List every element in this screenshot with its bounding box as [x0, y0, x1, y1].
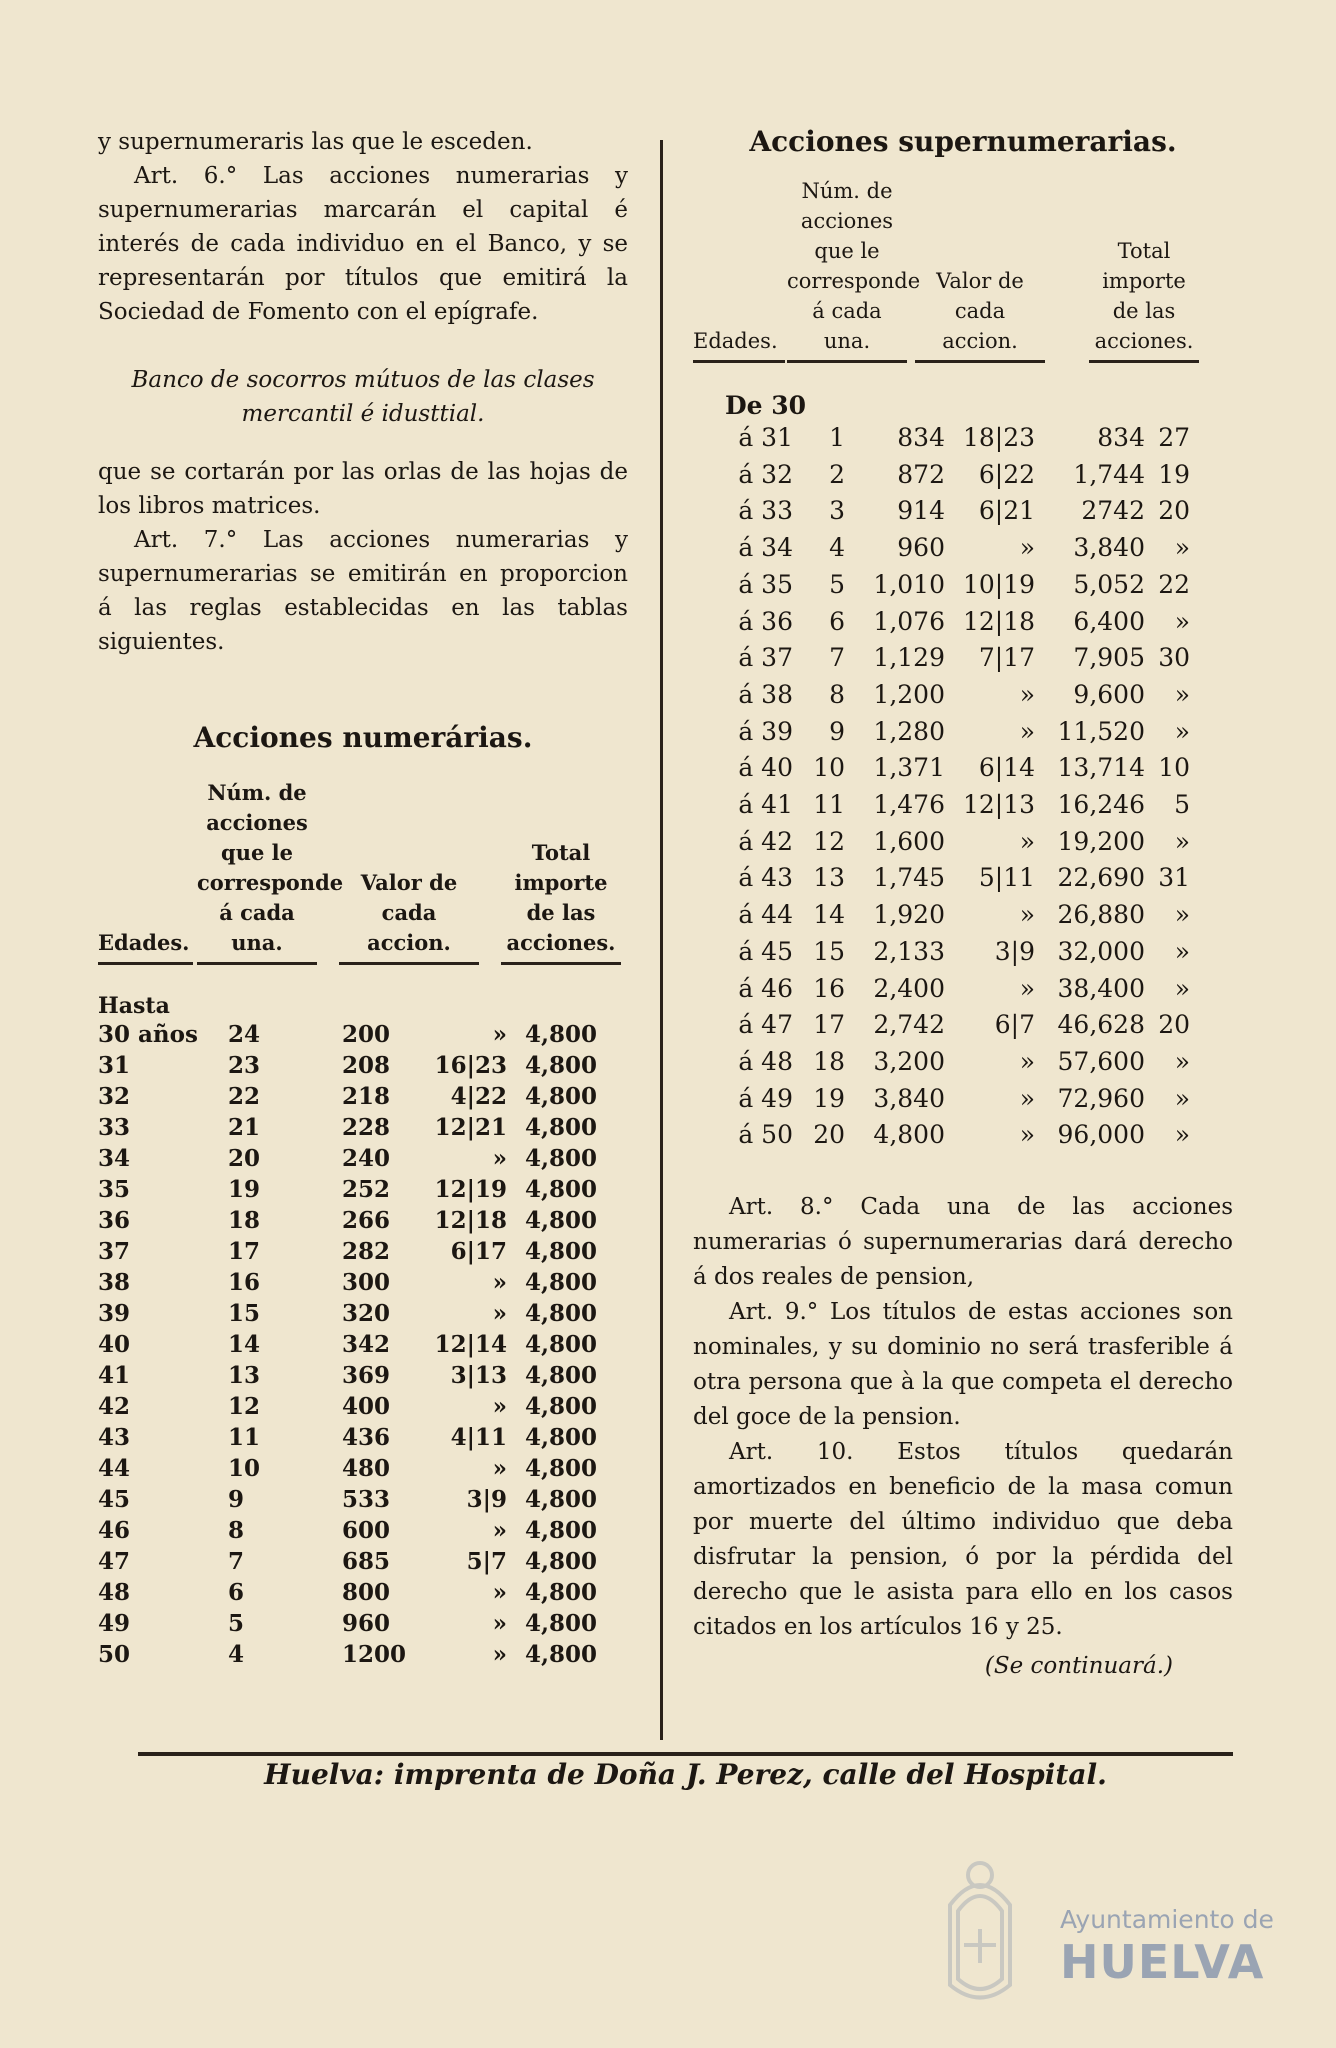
total-fraccion-cell: 27 — [1158, 423, 1190, 452]
valor-cell: 480 — [342, 1455, 391, 1482]
header-edades: Edades. — [98, 928, 193, 965]
num-cell: 23 — [228, 1052, 261, 1079]
epigraph: Banco de socorros mútuos de las clases mercantil é idusttial. — [131, 367, 595, 427]
fraccion-cell: 10|19 — [962, 569, 1035, 599]
table-row — [98, 1205, 597, 1236]
fraccion-cell: » — [1019, 1046, 1035, 1076]
total-cell: 2742 — [1081, 496, 1145, 526]
fraccion-cell: 16|23 — [434, 1052, 507, 1079]
num-cell: 17 — [228, 1238, 261, 1265]
fraccion-cell: » — [492, 1269, 507, 1296]
fraccion-cell: 6|7 — [994, 1010, 1035, 1040]
paragraph-art10: Art. 10. Estos títulos quedarán amortizados en beneficio de la masa comun por muerte del último individuo que deba disfrutar la pension, ó por la pérdida del derecho que le asista para ello en los casos citados en los artículos 16 y 25. — [693, 1439, 1233, 1641]
table-row — [98, 1174, 597, 1205]
fraccion-cell: 12|14 — [434, 1331, 507, 1358]
total-cell: 4,800 — [524, 1176, 597, 1203]
watermark-line2: HUELVA — [1060, 1935, 1265, 1989]
fraccion-cell: » — [492, 1517, 507, 1544]
total-cell: 4,800 — [524, 1238, 597, 1265]
fraccion-cell: » — [492, 1579, 507, 1606]
num-cell: 20 — [228, 1145, 261, 1172]
edad-cell: 36 — [98, 1207, 131, 1234]
total-cell: 4,800 — [524, 1207, 597, 1234]
table-row — [693, 714, 1190, 751]
valor-cell: 1,745 — [873, 863, 945, 893]
edad-cell: á 38 — [738, 679, 793, 709]
fraccion-cell: » — [492, 1021, 507, 1048]
edad-cell: 50 — [98, 1641, 131, 1668]
total-cell: 4,800 — [524, 1424, 597, 1451]
valor-cell: 252 — [342, 1176, 391, 1203]
table-row — [98, 1484, 597, 1515]
paragraph-art9: Art. 9.° Los títulos de estas acciones son nominales, y su dominio no será trasferible á otra persona que à la que competa el derecho del goce de la pension. — [693, 1299, 1233, 1431]
valor-cell: 2,400 — [873, 973, 945, 1003]
num-cell: 9 — [829, 716, 845, 746]
de-label: De 30 — [725, 391, 807, 420]
num-cell: 7 — [829, 643, 845, 673]
total-fraccion-cell: 31 — [1158, 863, 1190, 893]
num-cell: 15 — [813, 936, 845, 966]
valor-cell: 800 — [342, 1579, 391, 1606]
valor-cell: 914 — [897, 496, 945, 526]
valor-cell: 685 — [342, 1548, 391, 1575]
edad-cell: á 42 — [738, 826, 793, 856]
table-row — [693, 897, 1190, 934]
num-cell: 10 — [228, 1455, 261, 1482]
valor-cell: 1,076 — [873, 606, 945, 636]
total-fraccion-cell: 10 — [1158, 753, 1190, 783]
num-cell: 19 — [813, 1083, 845, 1113]
table-row — [693, 567, 1190, 604]
table-row — [98, 1546, 597, 1577]
valor-cell: 1200 — [342, 1641, 407, 1668]
valor-cell: 960 — [897, 533, 945, 563]
total-fraccion-cell: » — [1174, 1120, 1190, 1150]
table-row — [98, 1391, 597, 1422]
valor-cell: 240 — [342, 1145, 391, 1172]
fraccion-cell: » — [492, 1641, 507, 1668]
header-num-acciones: Núm. de acciones que le corresponde á cada una. — [197, 778, 317, 965]
table-row — [693, 530, 1190, 567]
edad-cell: á 47 — [738, 1010, 793, 1040]
valor-cell: 228 — [342, 1114, 391, 1141]
num-cell: 2 — [829, 459, 845, 489]
total-cell: 4,800 — [524, 1331, 597, 1358]
total-cell: 4,800 — [524, 1486, 597, 1513]
total-cell: 834 — [1097, 423, 1145, 452]
edad-cell: 31 — [98, 1052, 131, 1079]
valor-cell: 208 — [342, 1052, 391, 1079]
edad-cell: á 44 — [738, 900, 793, 930]
fraccion-cell: 18|23 — [962, 423, 1035, 452]
total-cell: 96,000 — [1057, 1120, 1145, 1150]
total-cell: 4,800 — [524, 1579, 597, 1606]
num-cell: 12 — [228, 1393, 261, 1420]
edad-cell: 30 años — [98, 1021, 198, 1048]
fraccion-cell: » — [1019, 900, 1035, 930]
total-cell: 4,800 — [524, 1083, 597, 1110]
imprint-footer: Huelva: imprenta de Doña J. Perez, calle del Hospital. — [264, 1758, 1107, 1791]
edad-cell: 34 — [98, 1145, 131, 1172]
table-row — [98, 1639, 597, 1670]
num-cell: 18 — [813, 1046, 845, 1076]
num-cell: 1 — [829, 423, 845, 452]
num-cell: 4 — [829, 533, 845, 563]
total-cell: 4,800 — [524, 1610, 597, 1637]
fraccion-cell: » — [492, 1455, 507, 1482]
table-row — [98, 1112, 597, 1143]
valor-cell: 960 — [342, 1610, 391, 1637]
fraccion-cell: 4|11 — [450, 1424, 507, 1451]
total-cell: 13,714 — [1057, 753, 1145, 783]
total-cell: 72,960 — [1057, 1083, 1145, 1113]
table-row — [693, 824, 1190, 861]
total-fraccion-cell: » — [1174, 826, 1190, 856]
fraccion-cell: » — [1019, 973, 1035, 1003]
edad-cell: á 43 — [738, 863, 793, 893]
total-cell: 4,800 — [524, 1021, 597, 1048]
total-cell: 11,520 — [1057, 716, 1145, 746]
fraccion-cell: 6|14 — [978, 753, 1035, 783]
valor-cell: 533 — [342, 1486, 391, 1513]
table-row — [693, 493, 1190, 530]
num-cell: 9 — [228, 1486, 245, 1513]
column-divider — [660, 140, 663, 1740]
total-cell: 9,600 — [1073, 679, 1145, 709]
table-row — [98, 1267, 597, 1298]
table-row — [693, 787, 1190, 824]
valor-cell: 266 — [342, 1207, 391, 1234]
table-row — [98, 1453, 597, 1484]
valor-cell: 1,920 — [873, 900, 945, 930]
fraccion-cell: 12|18 — [962, 606, 1035, 636]
total-fraccion-cell: » — [1174, 679, 1190, 709]
total-fraccion-cell: 30 — [1158, 643, 1190, 673]
fraccion-cell: 12|13 — [962, 790, 1035, 820]
fraccion-cell: » — [492, 1300, 507, 1327]
total-cell: 5,052 — [1073, 569, 1145, 599]
fraccion-cell: » — [1019, 1120, 1035, 1150]
edad-cell: á 50 — [738, 1120, 793, 1150]
total-fraccion-cell: 19 — [1158, 459, 1190, 489]
edad-cell: á 41 — [738, 790, 793, 820]
edad-cell: 49 — [98, 1610, 131, 1637]
edad-cell: á 49 — [738, 1083, 793, 1113]
table-row — [693, 934, 1190, 971]
bottom-rule — [138, 1752, 1233, 1756]
fraccion-cell: 6|22 — [978, 459, 1035, 489]
edad-cell: á 39 — [738, 716, 793, 746]
edad-cell: á 37 — [738, 643, 793, 673]
edad-cell: 35 — [98, 1176, 131, 1203]
valor-cell: 369 — [342, 1362, 391, 1389]
num-cell: 5 — [829, 569, 845, 599]
edad-cell: á 36 — [738, 606, 793, 636]
table-row — [98, 1422, 597, 1453]
table-row — [693, 604, 1190, 641]
table-row — [693, 677, 1190, 714]
total-fraccion-cell: » — [1174, 716, 1190, 746]
edad-cell: 45 — [98, 1486, 131, 1513]
numerarias-header — [98, 778, 628, 965]
table-row — [693, 860, 1190, 897]
fraccion-cell: » — [492, 1145, 507, 1172]
fraccion-cell: 5|7 — [466, 1548, 507, 1575]
table-row — [693, 1007, 1190, 1044]
fraccion-cell: » — [1019, 716, 1035, 746]
paragraph-libros: que se cortarán por las orlas de las hojas de los libros matrices. — [98, 459, 628, 519]
num-cell: 24 — [228, 1021, 261, 1048]
table-row — [98, 1360, 597, 1391]
num-cell: 10 — [813, 753, 845, 783]
total-cell: 57,600 — [1057, 1046, 1145, 1076]
total-cell: 4,800 — [524, 1641, 597, 1668]
valor-cell: 342 — [342, 1331, 391, 1358]
total-fraccion-cell: » — [1174, 936, 1190, 966]
num-cell: 15 — [228, 1300, 261, 1327]
total-cell: 4,800 — [524, 1145, 597, 1172]
num-cell: 13 — [813, 863, 845, 893]
valor-cell: 4,800 — [873, 1120, 945, 1150]
edad-cell: 40 — [98, 1331, 131, 1358]
table-row — [693, 1081, 1190, 1118]
num-cell: 6 — [228, 1579, 245, 1606]
num-cell: 6 — [829, 606, 845, 636]
numerarias-title: Acciones numerárias. — [193, 721, 533, 754]
header-total: Total importe de las acciones. — [501, 838, 621, 965]
valor-cell: 1,200 — [873, 679, 945, 709]
supernumerarias-table — [693, 420, 1190, 1154]
total-cell: 22,690 — [1057, 863, 1145, 893]
table-row — [98, 1577, 597, 1608]
total-fraccion-cell: 5 — [1174, 790, 1190, 820]
valor-cell: 400 — [342, 1393, 391, 1420]
edad-cell: 37 — [98, 1238, 131, 1265]
table-row — [98, 1143, 597, 1174]
fraccion-cell: » — [492, 1610, 507, 1637]
edad-cell: 39 — [98, 1300, 131, 1327]
total-fraccion-cell: » — [1174, 1083, 1190, 1113]
header-valor: Valor de cada accion. — [339, 868, 479, 965]
edad-cell: á 35 — [738, 569, 793, 599]
num-cell: 13 — [228, 1362, 261, 1389]
valor-cell: 436 — [342, 1424, 391, 1451]
total-cell: 38,400 — [1057, 973, 1145, 1003]
edad-cell: 41 — [98, 1362, 131, 1389]
table-row — [693, 640, 1190, 677]
valor-cell: 872 — [897, 459, 945, 489]
table-row — [693, 1044, 1190, 1081]
table-row — [693, 420, 1190, 457]
table-row — [98, 1298, 597, 1329]
right-column — [693, 125, 1233, 1683]
fraccion-cell: » — [1019, 826, 1035, 856]
total-cell: 4,800 — [524, 1393, 597, 1420]
fraccion-cell: 12|19 — [434, 1176, 507, 1203]
valor-cell: 1,476 — [873, 790, 945, 820]
num-cell: 3 — [829, 496, 845, 526]
table-row — [693, 750, 1190, 787]
total-cell: 46,628 — [1057, 1010, 1145, 1040]
valor-cell: 1,371 — [873, 753, 945, 783]
fraccion-cell: 6|21 — [978, 496, 1035, 526]
edad-cell: á 48 — [738, 1046, 793, 1076]
total-cell: 4,800 — [524, 1114, 597, 1141]
total-cell: 4,800 — [524, 1052, 597, 1079]
edad-cell: 48 — [98, 1579, 131, 1606]
total-cell: 19,200 — [1057, 826, 1145, 856]
total-cell: 4,800 — [524, 1300, 597, 1327]
paragraph-art7: Art. 7.° Las acciones numerarias y supernumerarias se emitirán en proporcion á las reglas establecidas en las tablas siguientes. — [98, 527, 628, 655]
fraccion-cell: » — [1019, 533, 1035, 563]
total-fraccion-cell: » — [1174, 533, 1190, 563]
table-row — [98, 1329, 597, 1360]
valor-cell: 834 — [897, 423, 945, 452]
fraccion-cell: 3|9 — [466, 1486, 507, 1513]
edad-cell: á 32 — [738, 459, 793, 489]
edad-cell: 32 — [98, 1083, 131, 1110]
fraccion-cell: 5|11 — [978, 863, 1035, 893]
edad-cell: á 31 — [738, 423, 793, 452]
valor-cell: 600 — [342, 1517, 391, 1544]
table-row — [98, 1608, 597, 1639]
fraccion-cell: » — [1019, 679, 1035, 709]
valor-cell: 1,010 — [873, 569, 945, 599]
paragraph-art6: Art. 6.° Las acciones numerarias y supernumerarias marcarán el capital é interés de cada individuo en el Banco, y se representarán por títulos que emitirá la Sociedad de Fomento con el epígrafe. — [98, 163, 628, 325]
table-row — [98, 1515, 597, 1546]
num-cell: 12 — [813, 826, 845, 856]
total-cell: 3,840 — [1073, 533, 1145, 563]
total-fraccion-cell: » — [1174, 900, 1190, 930]
table-row — [98, 1019, 597, 1050]
valor-cell: 3,200 — [873, 1046, 945, 1076]
table-row — [693, 1117, 1190, 1154]
paragraph-art8: Art. 8.° Cada una de las acciones numerarias ó supernumerarias dará derecho á dos reales de pension, — [693, 1194, 1233, 1291]
total-fraccion-cell: » — [1174, 606, 1190, 636]
valor-cell: 2,133 — [873, 936, 945, 966]
edad-cell: á 46 — [738, 973, 793, 1003]
edad-cell: á 34 — [738, 533, 793, 563]
num-cell: 8 — [829, 679, 845, 709]
table-row — [693, 457, 1190, 494]
fraccion-cell: 3|13 — [450, 1362, 507, 1389]
edad-cell: 46 — [98, 1517, 131, 1544]
header-num-acciones: Núm. de acciones que le corresponde á cada una. — [787, 176, 907, 363]
fraccion-cell: » — [492, 1393, 507, 1420]
num-cell: 19 — [228, 1176, 261, 1203]
edad-cell: 47 — [98, 1548, 131, 1575]
num-cell: 11 — [813, 790, 845, 820]
header-total: Total importe de las acciones. — [1089, 236, 1199, 363]
valor-cell: 1,129 — [873, 643, 945, 673]
edad-cell: 43 — [98, 1424, 131, 1451]
table-row — [98, 1050, 597, 1081]
header-edades: Edades. — [693, 326, 785, 363]
total-cell: 6,400 — [1073, 606, 1145, 636]
total-fraccion-cell: » — [1174, 1046, 1190, 1076]
num-cell: 4 — [228, 1641, 245, 1668]
num-cell: 7 — [228, 1548, 245, 1575]
valor-cell: 1,600 — [873, 826, 945, 856]
table-row — [98, 1081, 597, 1112]
header-valor: Valor de cada accion. — [915, 266, 1045, 363]
total-cell: 26,880 — [1057, 900, 1145, 930]
fraccion-cell: 6|17 — [450, 1238, 507, 1265]
total-cell: 4,800 — [524, 1269, 597, 1296]
valor-cell: 282 — [342, 1238, 391, 1265]
valor-cell: 218 — [342, 1083, 391, 1110]
valor-cell: 200 — [342, 1021, 391, 1048]
num-cell: 20 — [813, 1120, 845, 1150]
num-cell: 22 — [228, 1083, 261, 1110]
left-column — [98, 125, 628, 1670]
total-cell: 1,744 — [1073, 459, 1145, 489]
numerarias-table — [98, 1019, 597, 1670]
fraccion-cell: » — [1019, 1083, 1035, 1113]
total-cell: 4,800 — [524, 1455, 597, 1482]
num-cell: 16 — [228, 1269, 261, 1296]
total-fraccion-cell: 20 — [1158, 1010, 1190, 1040]
table-row — [98, 1236, 597, 1267]
edad-cell: 42 — [98, 1393, 131, 1420]
continuara-note: (Se continuará.) — [984, 1653, 1173, 1680]
fraccion-cell: 3|9 — [994, 936, 1035, 966]
edad-cell: 38 — [98, 1269, 131, 1296]
valor-cell: 2,742 — [873, 1010, 945, 1040]
valor-cell: 320 — [342, 1300, 391, 1327]
num-cell: 8 — [228, 1517, 245, 1544]
edad-cell: 44 — [98, 1455, 131, 1482]
edad-cell: á 33 — [738, 496, 793, 526]
edad-cell: 33 — [98, 1114, 131, 1141]
fraccion-cell: 12|21 — [434, 1114, 507, 1141]
edad-cell: á 45 — [738, 936, 793, 966]
watermark-line1: Ayuntamiento de — [1060, 1905, 1274, 1934]
total-cell: 7,905 — [1073, 643, 1145, 673]
num-cell: 17 — [813, 1010, 845, 1040]
total-cell: 4,800 — [524, 1548, 597, 1575]
total-cell: 32,000 — [1057, 936, 1145, 966]
fraccion-cell: 4|22 — [450, 1083, 507, 1110]
table-row — [693, 971, 1190, 1008]
num-cell: 11 — [228, 1424, 261, 1451]
total-fraccion-cell: 20 — [1158, 496, 1190, 526]
num-cell: 18 — [228, 1207, 261, 1234]
num-cell: 14 — [813, 900, 845, 930]
num-cell: 21 — [228, 1114, 261, 1141]
valor-cell: 1,280 — [873, 716, 945, 746]
total-fraccion-cell: » — [1174, 973, 1190, 1003]
paragraph-intro: y supernumeraris las que le esceden. — [98, 129, 533, 155]
fraccion-cell: 12|18 — [434, 1207, 507, 1234]
supernumerarias-header — [693, 176, 1233, 363]
total-fraccion-cell: 22 — [1158, 569, 1190, 599]
num-cell: 16 — [813, 973, 845, 1003]
valor-cell: 3,840 — [873, 1083, 945, 1113]
fraccion-cell: 7|17 — [978, 643, 1035, 673]
total-cell: 4,800 — [524, 1362, 597, 1389]
valor-cell: 300 — [342, 1269, 391, 1296]
hasta-label: Hasta — [98, 993, 170, 1019]
num-cell: 14 — [228, 1331, 261, 1358]
edad-cell: á 40 — [738, 753, 793, 783]
total-cell: 4,800 — [524, 1517, 597, 1544]
num-cell: 5 — [228, 1610, 245, 1637]
supernumerarias-title: Acciones supernumerarias. — [749, 125, 1177, 158]
total-cell: 16,246 — [1057, 790, 1145, 820]
